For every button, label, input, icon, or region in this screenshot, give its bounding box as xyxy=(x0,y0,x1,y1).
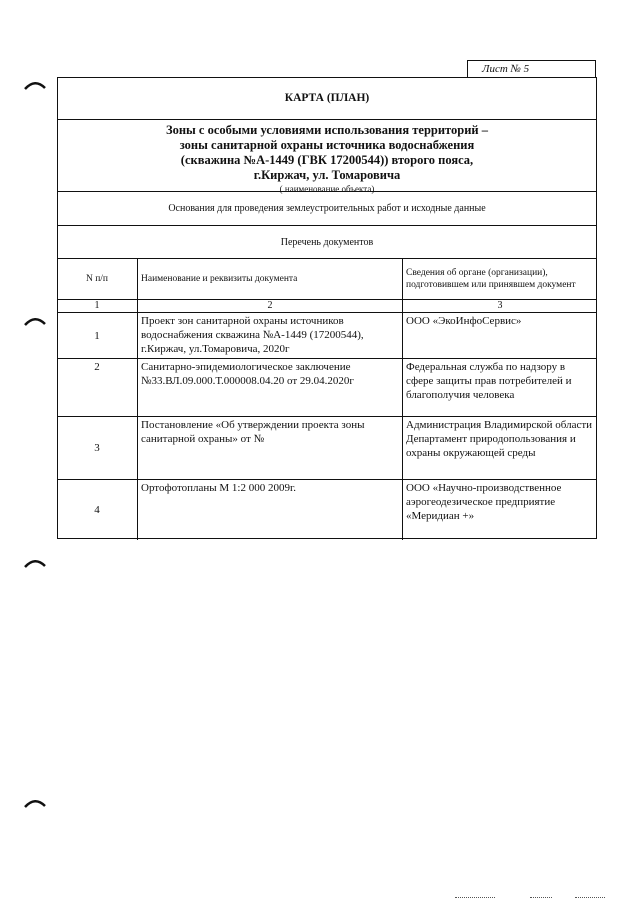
row-number: 2 xyxy=(57,359,138,417)
table-row xyxy=(57,480,597,540)
table-row xyxy=(57,417,597,480)
row-number: 3 xyxy=(57,417,138,480)
punch-hole-mark xyxy=(24,316,46,326)
punch-hole-mark xyxy=(24,80,46,90)
zone-line: (скважина №А-1449 (ГВК 17200544)) второго пояса, xyxy=(180,153,474,167)
document-organization: Федеральная служба по надзору в сфере защиты прав потребителей и благополучия человека xyxy=(403,359,598,417)
document-name: Санитарно-эпидемиологическое заключение №33.ВЛ.09.000.Т.000008.04.20 от 29.04.2020г xyxy=(138,359,403,417)
map-plan-form xyxy=(57,77,597,539)
zone-line: зоны санитарной охраны источника водоснабжения xyxy=(179,138,475,152)
table-row xyxy=(57,313,597,359)
document-organization: Администрация Владимирской области Департамент природопользования и охраны окружающей среды xyxy=(403,417,598,480)
table-row xyxy=(57,359,597,417)
zone-line: Зоны с особыми условиями использования территорий – xyxy=(165,123,489,137)
scan-speckle xyxy=(530,897,552,899)
zone-line: г.Киржач, ул. Томаровича xyxy=(253,168,401,182)
zone-description xyxy=(58,119,596,192)
row-number: 1 xyxy=(57,313,138,359)
punch-hole-mark xyxy=(24,558,46,568)
document-organization: ООО «Научно-производственное аэрогеодезическое предприятие «Меридиан +» xyxy=(403,480,598,540)
column-number: 3 xyxy=(403,300,598,313)
header-document-name: Наименование и реквизиты документа xyxy=(138,259,403,300)
row-number: 4 xyxy=(57,480,138,540)
scan-speckle xyxy=(455,897,495,899)
document-name: Ортофотопланы М 1:2 000 2009г. xyxy=(138,480,403,540)
documents-table xyxy=(57,258,597,540)
document-name: Постановление «Об утверждении проекта зоны санитарной охраны» от № xyxy=(138,417,403,480)
column-number: 2 xyxy=(138,300,403,313)
punch-hole-mark xyxy=(24,798,46,808)
document-organization: ООО «ЭкоИнфоСервис» xyxy=(403,313,598,359)
documents-list-heading: Перечень документов xyxy=(58,225,596,259)
grounds-heading: Основания для проведения землеустроительных работ и исходные данные xyxy=(58,192,596,226)
header-organization: Сведения об органе (организации), подготовившем или принявшем документ xyxy=(403,259,598,300)
form-title: КАРТА (ПЛАН) xyxy=(58,78,596,120)
header-number: N п/п xyxy=(57,259,138,300)
scan-speckle xyxy=(575,897,605,899)
column-number-row xyxy=(57,300,597,313)
document-name: Проект зон санитарной охраны источников водоснабжения скважина №А-1449 (17200544), г.Киржач, ул.Томаровича, 2020г xyxy=(138,313,403,359)
sheet-number: Лист № 5 xyxy=(467,60,596,77)
object-caption: ( наименование объекта) xyxy=(279,184,375,194)
column-number: 1 xyxy=(57,300,138,313)
table-header-row xyxy=(57,259,597,300)
